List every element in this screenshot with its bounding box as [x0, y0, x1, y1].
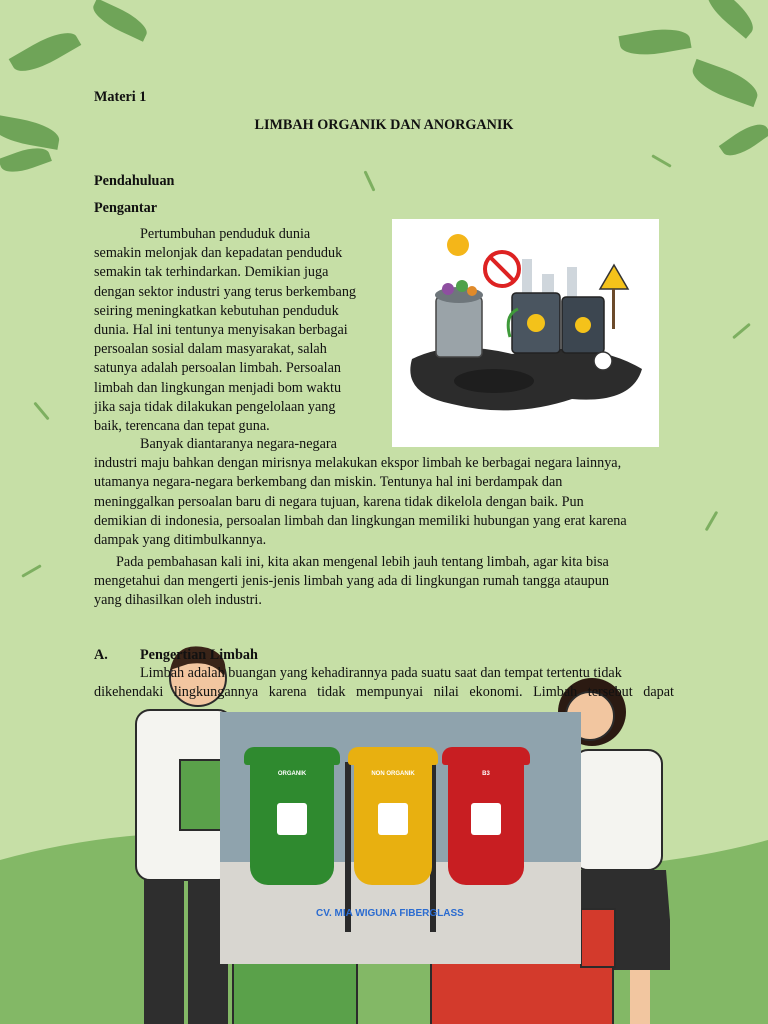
p1-line: seiring meningkatkan kebutuhan penduduk — [94, 302, 339, 319]
p1-line: dunia. Hal ini tentunya menyisakan berbagai — [94, 322, 348, 339]
grass-decoration — [363, 170, 375, 191]
p2-line: meninggalkan persoalan baru di negara tujuan, karena tidak dikelola dengan baik. Pun — [94, 493, 584, 510]
p3-line: Pada pembahasan kali ini, kita akan mengenal lebih jauh tentang limbah, agar kita bisa — [116, 554, 609, 570]
pollution-illustration — [392, 219, 659, 447]
leaf-decoration — [688, 59, 763, 107]
section-pengantar: Pengantar — [94, 200, 158, 216]
bin-lid — [244, 747, 340, 765]
p3-line: yang dihasilkan oleh industri. — [94, 592, 262, 609]
p2-line: demikian di indonesia, persoalan limbah dan lingkungan memiliki hubungan yang erat karena — [94, 512, 627, 529]
p1-line: satunya adalah persoalan limbah. Persoalan — [94, 360, 342, 377]
recycle-bin-red — [430, 962, 614, 1024]
p2-first-line — [94, 435, 381, 454]
p1-line: dengan sektor industri yang terus berkembang — [94, 283, 357, 300]
p3-line: mengetahui dan mengerti jenis-jenis limbah yang ada di lingkungan rumah tangga ataupun — [94, 573, 609, 590]
p1-line: semakin melonjak dan kepadatan penduduk — [94, 245, 343, 262]
trash-bins-photo — [220, 712, 581, 964]
section-a-title: Pengertian Limbah — [140, 647, 258, 663]
bin-b3 — [448, 757, 524, 885]
grass-decoration — [651, 154, 672, 168]
bin-lid — [442, 747, 530, 765]
recycle-bin-red-lid — [580, 908, 616, 968]
p2-line: dampak yang ditimbulkannya. — [94, 532, 267, 549]
leaf-decoration — [618, 24, 691, 60]
document-title — [0, 116, 768, 135]
bin-label: NON ORGANIK — [371, 771, 415, 777]
leaf-decoration — [700, 0, 760, 39]
section-a-line: Limbah adalah buangan yang kehadirannya pada suatu saat dan tempat tertentu tidak — [140, 665, 622, 681]
grass-decoration — [732, 323, 751, 339]
grass-decoration — [705, 511, 719, 532]
no-litter-icon — [471, 803, 501, 835]
p2-line: utamanya negara-negara berkembang dan miskin. Tentunya hal ini berdampak dan — [94, 474, 563, 491]
p1-line: persoalan sosial dalam masyarakat, salah — [94, 341, 327, 358]
grass-decoration — [33, 402, 49, 421]
p2-first-line-text: Banyak diantaranya negara-negara — [140, 436, 337, 452]
p1-line: baik, terencana dan tepat guna. — [94, 418, 270, 435]
bin-non-organik — [354, 757, 432, 885]
p1-line: jika saja tidak dilakukan pengelolaan yang — [94, 398, 336, 415]
pollution-scene — [392, 219, 659, 447]
section-a-paragraph — [94, 664, 674, 702]
leaf-decoration — [9, 24, 82, 80]
photo-watermark: CV. MIA WIGUNA FIBERGLASS — [316, 908, 464, 919]
bin-lid — [348, 747, 438, 765]
document-title-text: LIMBAH ORGANIK DAN ANORGANIK — [254, 117, 514, 133]
paragraph-1 — [94, 225, 381, 436]
paragraph-2 — [94, 435, 674, 550]
section-pendahuluan: Pendahuluan — [94, 173, 175, 189]
p2-line: industri maju bahkan dengan mirisnya melakukan ekspor limbah ke berbagai negara lainnya, — [94, 455, 622, 472]
section-a-line: dikehendaki lingkungannya karena tidak mempunyai nilai ekonomi. Limbah tersebut dapat — [94, 684, 674, 701]
p1-line: semakin tak terhindarkan. Demikian juga — [94, 264, 329, 281]
materi-label: Materi 1 — [94, 89, 147, 105]
bin-stand-pole — [345, 762, 351, 932]
bin-label: ORGANIK — [277, 771, 307, 777]
grass-decoration — [21, 564, 42, 578]
no-litter-icon — [378, 803, 408, 835]
bin-label: B3 — [482, 771, 490, 777]
p1-line: limbah dan lingkungan menjadi bom waktu — [94, 379, 342, 396]
paragraph-3 — [94, 553, 674, 611]
recycle-bin-green — [232, 962, 358, 1024]
no-litter-icon — [277, 803, 307, 835]
p1-line: Pertumbuhan penduduk dunia — [140, 226, 311, 242]
leaf-decoration — [89, 0, 152, 42]
section-a-letter: A. — [94, 647, 108, 663]
bin-organik — [250, 757, 334, 885]
